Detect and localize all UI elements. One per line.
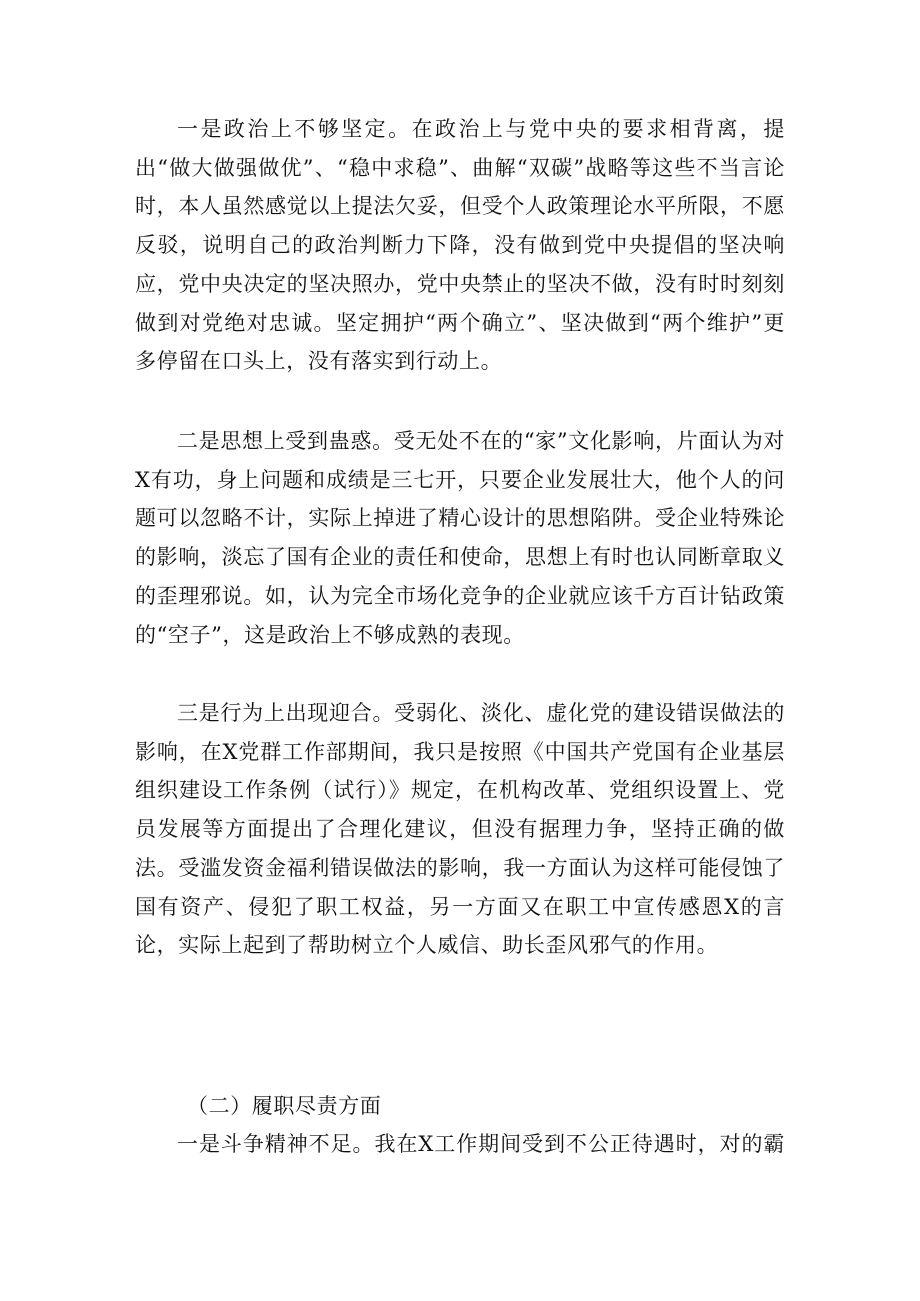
paragraph-fighting-spirit: 一是斗争精神不足。我在X工作期间受到不公正待遇时，对的霸 [177,1132,785,1156]
paragraph-political-firmness: 一是政治上不够坚定。在政治上与党中央的要求相背离，提出“做大做强做优”、“稳中求稳”、曲解“双碳”战略等这些不当言论时，本人虽然感觉以上提法欠妥，但受个人政策理论水平所限，不愿反驳，说明自己的政治判断力下降，没有做到党中央提倡的坚决响应，党中央决定的坚决照办，党中央禁止的坚决不做，没有时时刻刻做到对党绝对忠诚。坚定拥护“两个确立”、坚决做到“两个维护”更多停留在口头上，没有落实到行动上。 [135,117,785,374]
section-heading: （二）履职尽责方面 [187,1094,382,1118]
paragraph-ideological-influence: 二是思想上受到蛊惑。受无处不在的“家”文化影响，片面认为对X有功，身上问题和成绩是三七开，只要企业发展壮大，他个人的问题可以忽略不计，实际上掉进了精心设计的思想陷阱。受企业特殊论的影响，淡忘了国有企业的责任和使命，思想上有时也认同断章取义的歪理邪说。如，认为完全市场化竞争的企业就应该千方百计钻政策的“空子”，这是政治上不够成熟的表现。 [135,429,785,647]
paragraph-behavioral-compliance: 三是行为上出现迎合。受弱化、淡化、虚化党的建设错误做法的影响，在X党群工作部期间，我只是按照《中国共产党国有企业基层组织建设工作条例（试行）》规定，在机构改革、党组织设置上、党员发展等方面提出了合理化建议，但没有据理力争，坚持正确的做法。受滥发资金福利错误做法的影响，我一方面认为这样可能侵蚀了国有资产、侵犯了职工权益，另一方面又在职工中宣传感恩X的言论，实际上起到了帮助树立个人威信、助长歪风邪气的作用。 [135,701,785,958]
